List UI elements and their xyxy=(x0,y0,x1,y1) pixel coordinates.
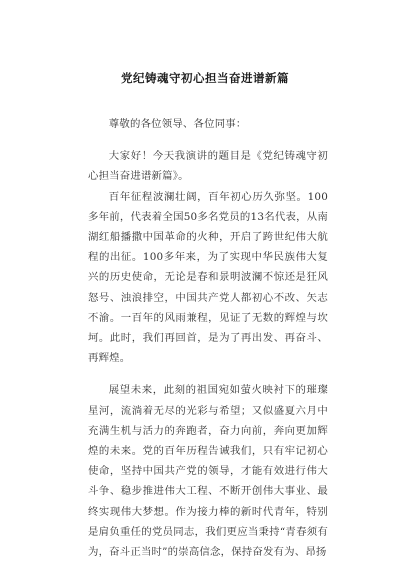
salutation: 尊敬的各位领导、各位同事： xyxy=(108,118,247,130)
document-body xyxy=(88,114,328,562)
paragraph-future: 展望未来，此刻的祖国宛如萤火映衬下的璀璨星河，流淌着无尽的光彩与希望；又似盛夏六月中充满生机与活力的奔跑者，奋力向前，奔向更加辉煌的未来。党的百年历程告诫我们，只有牢记初心使命，坚持中国共产党的领导，才能有效进行伟大斗争、稳步推进伟大工程、不断开创伟大事业、最终实现伟大梦想。作为接力棒的新时代青年，特别是肩负重任的党员同志，我们更应当秉持“青春须有为，奋斗正当时”的崇高信念，保持奋发有为、昂扬 xyxy=(88,384,328,559)
paragraph-intro: 大家好！今天我演讲的题目是《党纪铸魂守初心担当奋进谱新篇》。 xyxy=(88,150,328,183)
paragraph-history: 百年征程波澜壮阔，百年初心历久弥坚。100多年前，代表着全国50多名党员的13名代表，从南湖红船播撒中国革命的火种，开启了跨世纪伟大航程的出征。100多年来，为了实现中华民族伟大复兴的历史使命，无论是春和景明波澜不惊还是狂风怒号、浊浪排空，中国共产党人都初心不改、矢志不渝。一百年的风雨兼程，见证了无数的辉煌与坎坷。此时，我们再回首，是为了再出发、再奋斗、再辉煌。 xyxy=(88,190,328,365)
document-title: 党纪铸魂守初心担当奋进谱新篇 xyxy=(121,71,289,85)
